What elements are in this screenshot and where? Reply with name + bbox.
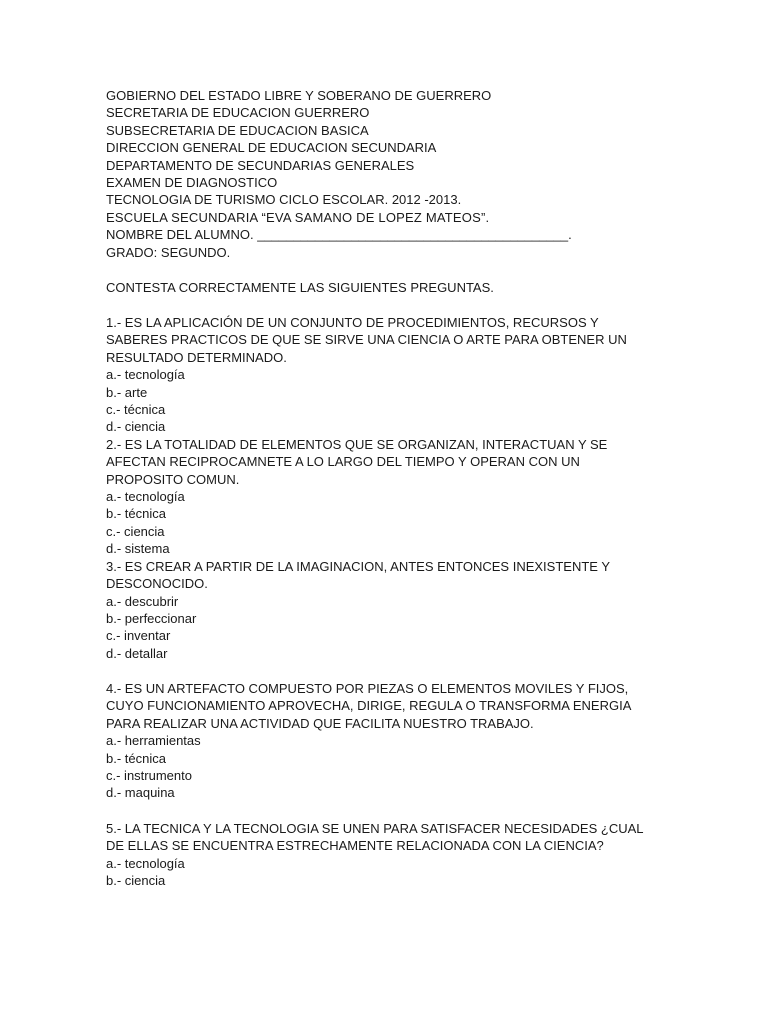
instructions-text: CONTESTA CORRECTAMENTE LAS SIGUIENTES PREGUNTAS.	[106, 280, 494, 295]
question-1-line-3: RESULTADO DETERMINADO.	[106, 349, 287, 365]
school-name: ESCUELA SECUNDARIA “EVA SAMANO DE LOPEZ MATEOS”.	[106, 209, 490, 225]
question-4-line-2: CUYO FUNCIONAMIENTO APROVECHA, DIRIGE, REGULA O TRANSFORMA ENERGIA	[106, 698, 632, 714]
question-4-option-a: a.- herramientas	[106, 733, 201, 749]
question-3-option-d: d.- detallar	[106, 645, 168, 661]
question-5-line-2: DE ELLAS SE ENCUENTRA ESTRECHAMENTE RELACIONADA CON LA CIENCIA?	[106, 838, 604, 854]
question-2-option-d: d.- sistema	[106, 541, 170, 557]
question-4	[106, 680, 666, 802]
question-1-option-c: c.- técnica	[106, 402, 166, 418]
document-header	[106, 87, 666, 261]
question-1-line-2: SABERES PRACTICOS DE QUE SE SIRVE UNA CIENCIA O ARTE PARA OBTENER UN	[106, 332, 627, 348]
header-line-secretaria: SECRETARIA DE EDUCACION GUERRERO	[106, 105, 370, 121]
question-2-line-1: 2.- ES LA TOTALIDAD DE ELEMENTOS QUE SE ORGANIZAN, INTERACTUAN Y SE	[106, 436, 608, 452]
instructions	[106, 279, 666, 296]
question-3-option-a: a.- descubrir	[106, 593, 179, 609]
header-line-direccion: DIRECCION GENERAL DE EDUCACION SECUNDARIA	[106, 140, 437, 156]
grade-line: GRADO: SEGUNDO.	[106, 244, 231, 260]
question-3	[106, 558, 666, 662]
question-5	[106, 820, 666, 890]
question-4-line-1: 4.- ES UN ARTEFACTO COMPUESTO POR PIEZAS O ELEMENTOS MOVILES Y FIJOS,	[106, 681, 629, 696]
question-4-line-3: PARA REALIZAR UNA ACTIVIDAD QUE FACILITA NUESTRO TRABAJO.	[106, 715, 534, 731]
question-3-line-2: DESCONOCIDO.	[106, 576, 208, 592]
question-2-option-a: a.- tecnología	[106, 489, 185, 505]
question-3-option-c: c.- inventar	[106, 628, 171, 644]
question-3-option-b: b.- perfeccionar	[106, 610, 197, 626]
question-2-line-2: AFECTAN RECIPROCAMNETE A LO LARGO DEL TIEMPO Y OPERAN CON UN	[106, 454, 580, 470]
question-5-option-a: a.- tecnología	[106, 855, 185, 871]
question-1-option-a: a.- tecnología	[106, 367, 185, 383]
header-line-departamento: DEPARTAMENTO DE SECUNDARIAS GENERALES	[106, 157, 415, 173]
question-group-1	[106, 314, 666, 662]
question-4-option-c: c.- instrumento	[106, 768, 192, 784]
subject-line: TECNOLOGIA DE TURISMO CICLO ESCOLAR. 2012 -2013.	[106, 192, 462, 208]
question-4-option-b: b.- técnica	[106, 750, 166, 766]
question-1-option-d: d.- ciencia	[106, 419, 166, 435]
question-2-line-3: PROPOSITO COMUN.	[106, 471, 240, 487]
exam-title: EXAMEN DE DIAGNOSTICO	[106, 175, 278, 191]
student-name-field: NOMBRE DEL ALUMNO. ___________________________________________.	[106, 227, 572, 243]
question-5-option-b: b.- ciencia	[106, 873, 166, 889]
question-2-option-b: b.- técnica	[106, 506, 166, 522]
question-1	[106, 314, 666, 436]
header-line-subsecretaria: SUBSECRETARIA DE EDUCACION BASICA	[106, 122, 369, 138]
header-line-government: GOBIERNO DEL ESTADO LIBRE Y SOBERANO DE GUERRERO	[106, 88, 492, 103]
question-5-line-1: 5.- LA TECNICA Y LA TECNOLOGIA SE UNEN PARA SATISFACER NECESIDADES ¿CUAL	[106, 821, 644, 836]
question-1-option-b: b.- arte	[106, 384, 148, 400]
question-3-line-1: 3.- ES CREAR A PARTIR DE LA IMAGINACION, ANTES ENTONCES INEXISTENTE Y	[106, 558, 610, 574]
question-1-line-1: 1.- ES LA APLICACIÓN DE UN CONJUNTO DE PROCEDIMIENTOS, RECURSOS Y	[106, 315, 599, 330]
question-2-option-c: c.- ciencia	[106, 523, 165, 539]
question-4-option-d: d.- maquina	[106, 785, 175, 801]
question-2	[106, 436, 666, 558]
